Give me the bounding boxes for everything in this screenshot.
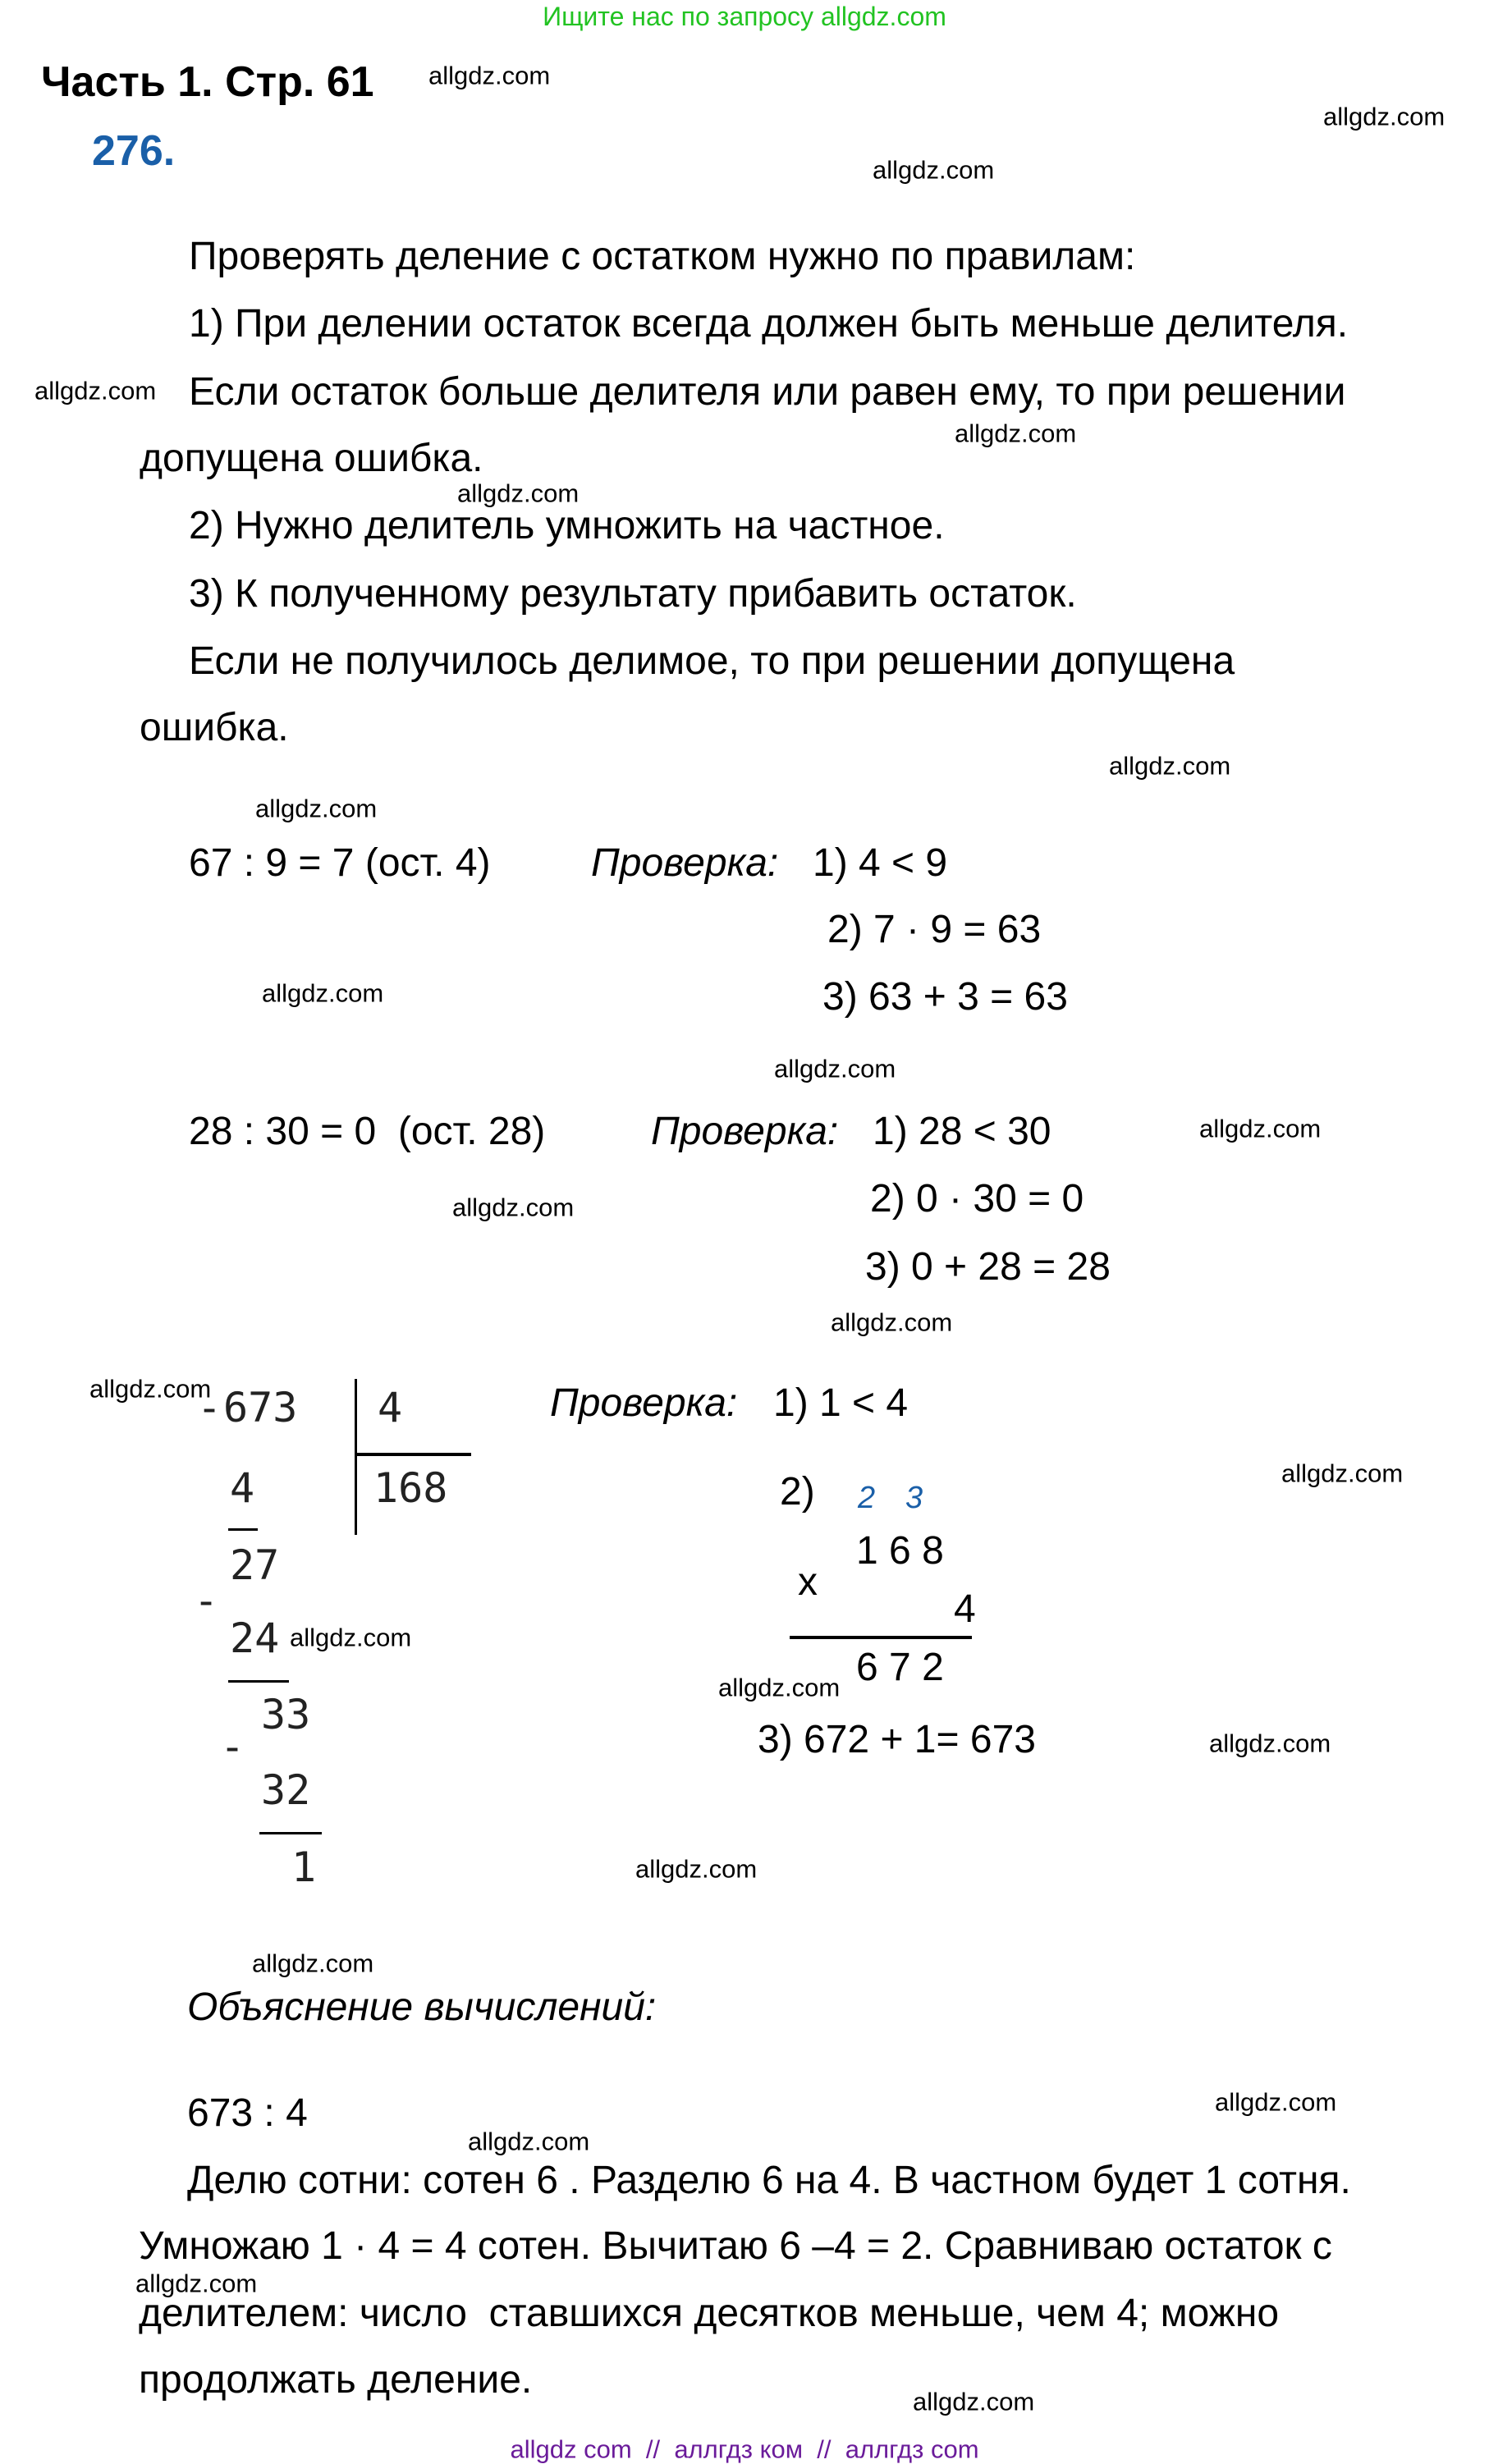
multiply-sign: x: [798, 1560, 818, 1604]
check-label: Проверка:: [591, 841, 779, 885]
watermark: allgdz.com: [1199, 1114, 1322, 1143]
rule-line: допущена ошибка.: [140, 437, 483, 480]
watermark: allgdz.com: [718, 1673, 841, 1702]
watermark: allgdz.com: [1209, 1729, 1331, 1758]
example2-step3: 3) 0 + 28 = 28: [865, 1245, 1111, 1289]
explanation-line: Умножаю 1 · 4 = 4 сотен. Вычитаю 6 –4 = 2. Сравниваю остаток с: [139, 2224, 1332, 2268]
watermark: allgdz.com: [774, 1054, 896, 1083]
division-step: 33: [261, 1691, 311, 1738]
watermark: allgdz.com: [252, 1949, 374, 1978]
remainder: 1: [291, 1843, 317, 1891]
rule-line: 3) К полученному результату прибавить остаток.: [189, 572, 1077, 616]
watermark: allgdz.com: [262, 978, 384, 1008]
explanation-expression: 673 : 4: [187, 2091, 308, 2135]
watermark: allgdz.com: [1109, 751, 1231, 781]
watermark: allgdz.com: [955, 419, 1077, 448]
example2-step1: 1) 28 < 30: [873, 1110, 1051, 1153]
rule-line: Если остаток больше делителя или равен ему, то при решении: [189, 370, 1346, 414]
watermark: allgdz.com: [135, 2269, 258, 2298]
explanation-line: делителем: число ставшихся десятков меньше, чем 4; можно: [139, 2292, 1280, 2335]
watermark: allgdz.com: [913, 2387, 1035, 2416]
example3-step1: 1) 1 < 4: [773, 1381, 909, 1425]
quotient: 168: [373, 1464, 448, 1512]
multiplication-line: [790, 1636, 972, 1639]
rule-line: 2) Нужно делитель умножить на частное.: [189, 504, 945, 547]
minus-sign: -: [197, 1384, 222, 1431]
watermark: allgdz.com: [255, 794, 378, 823]
watermark: allgdz.com: [831, 1308, 953, 1337]
explanation-line: Делю сотни: сотен 6 . Разделю 6 на 4. В частном будет 1 сотня.: [187, 2159, 1351, 2202]
product: 6 7 2: [856, 1646, 944, 1689]
division-underline: [228, 1680, 289, 1683]
example2-expression: 28 : 30 = 0 (ост. 28): [189, 1110, 546, 1153]
carry-digit: 2: [858, 1481, 876, 1515]
explanation-title: Объяснение вычислений:: [187, 1985, 657, 2029]
multiplier: 4: [954, 1587, 976, 1631]
division-step: 4: [230, 1464, 255, 1512]
watermark: allgdz.com: [428, 61, 551, 90]
division-horizontal-line: [355, 1453, 471, 1456]
watermark: allgdz.com: [468, 2127, 590, 2156]
example3-step2-label: 2): [780, 1470, 815, 1514]
division-step: 24: [230, 1614, 280, 1662]
division-underline: [228, 1528, 258, 1531]
rule-line: 1) При делении остаток всегда должен быть меньше делителя.: [189, 302, 1349, 346]
watermark: allgdz.com: [1281, 1459, 1404, 1488]
example1-step1: 1) 4 < 9: [813, 841, 948, 885]
rule-line: Если не получилось делимое, то при решении допущена: [189, 639, 1235, 683]
watermark: allgdz.com: [1323, 102, 1445, 131]
example2-step2: 2) 0 · 30 = 0: [870, 1177, 1084, 1221]
watermark: allgdz.com: [873, 155, 995, 185]
check-label: Проверка:: [550, 1381, 738, 1425]
division-step: 27: [230, 1541, 280, 1589]
division-vertical-line: [355, 1379, 357, 1535]
division-step: 32: [261, 1766, 311, 1814]
task-number: 276.: [92, 127, 176, 175]
watermark: allgdz.com: [290, 1623, 412, 1652]
multiplicand: 1 6 8: [856, 1529, 944, 1573]
example1-step2: 2) 7 · 9 = 63: [827, 908, 1042, 951]
watermark: allgdz.com: [89, 1374, 212, 1404]
divisor: 4: [378, 1384, 403, 1431]
dividend: 673: [223, 1384, 298, 1431]
watermark: allgdz.com: [452, 1193, 575, 1222]
carry-digit: 3: [905, 1481, 923, 1515]
check-label: Проверка:: [651, 1110, 839, 1153]
watermark: allgdz.com: [1215, 2087, 1337, 2117]
search-banner: Ищите нас по запросу allgdz.com: [543, 2, 946, 31]
watermark: allgdz.com: [457, 479, 580, 508]
minus-sign: -: [194, 1577, 219, 1624]
page-heading: Часть 1. Стр. 61: [41, 58, 374, 106]
division-underline: [259, 1832, 322, 1834]
explanation-line: продолжать деление.: [139, 2358, 533, 2402]
watermark: allgdz.com: [34, 376, 157, 405]
rule-line: ошибка.: [140, 706, 289, 749]
example1-step3: 3) 63 + 3 = 63: [822, 975, 1068, 1019]
minus-sign: -: [220, 1723, 245, 1770]
rule-line: Проверять деление с остатком нужно по правилам:: [189, 235, 1136, 278]
footer-links: allgdz com // аллгдз ком // аллгдз com: [510, 2434, 979, 2464]
example3-step3: 3) 672 + 1= 673: [758, 1718, 1036, 1761]
watermark: allgdz.com: [635, 1854, 758, 1884]
example1-expression: 67 : 9 = 7 (ост. 4): [189, 841, 491, 885]
